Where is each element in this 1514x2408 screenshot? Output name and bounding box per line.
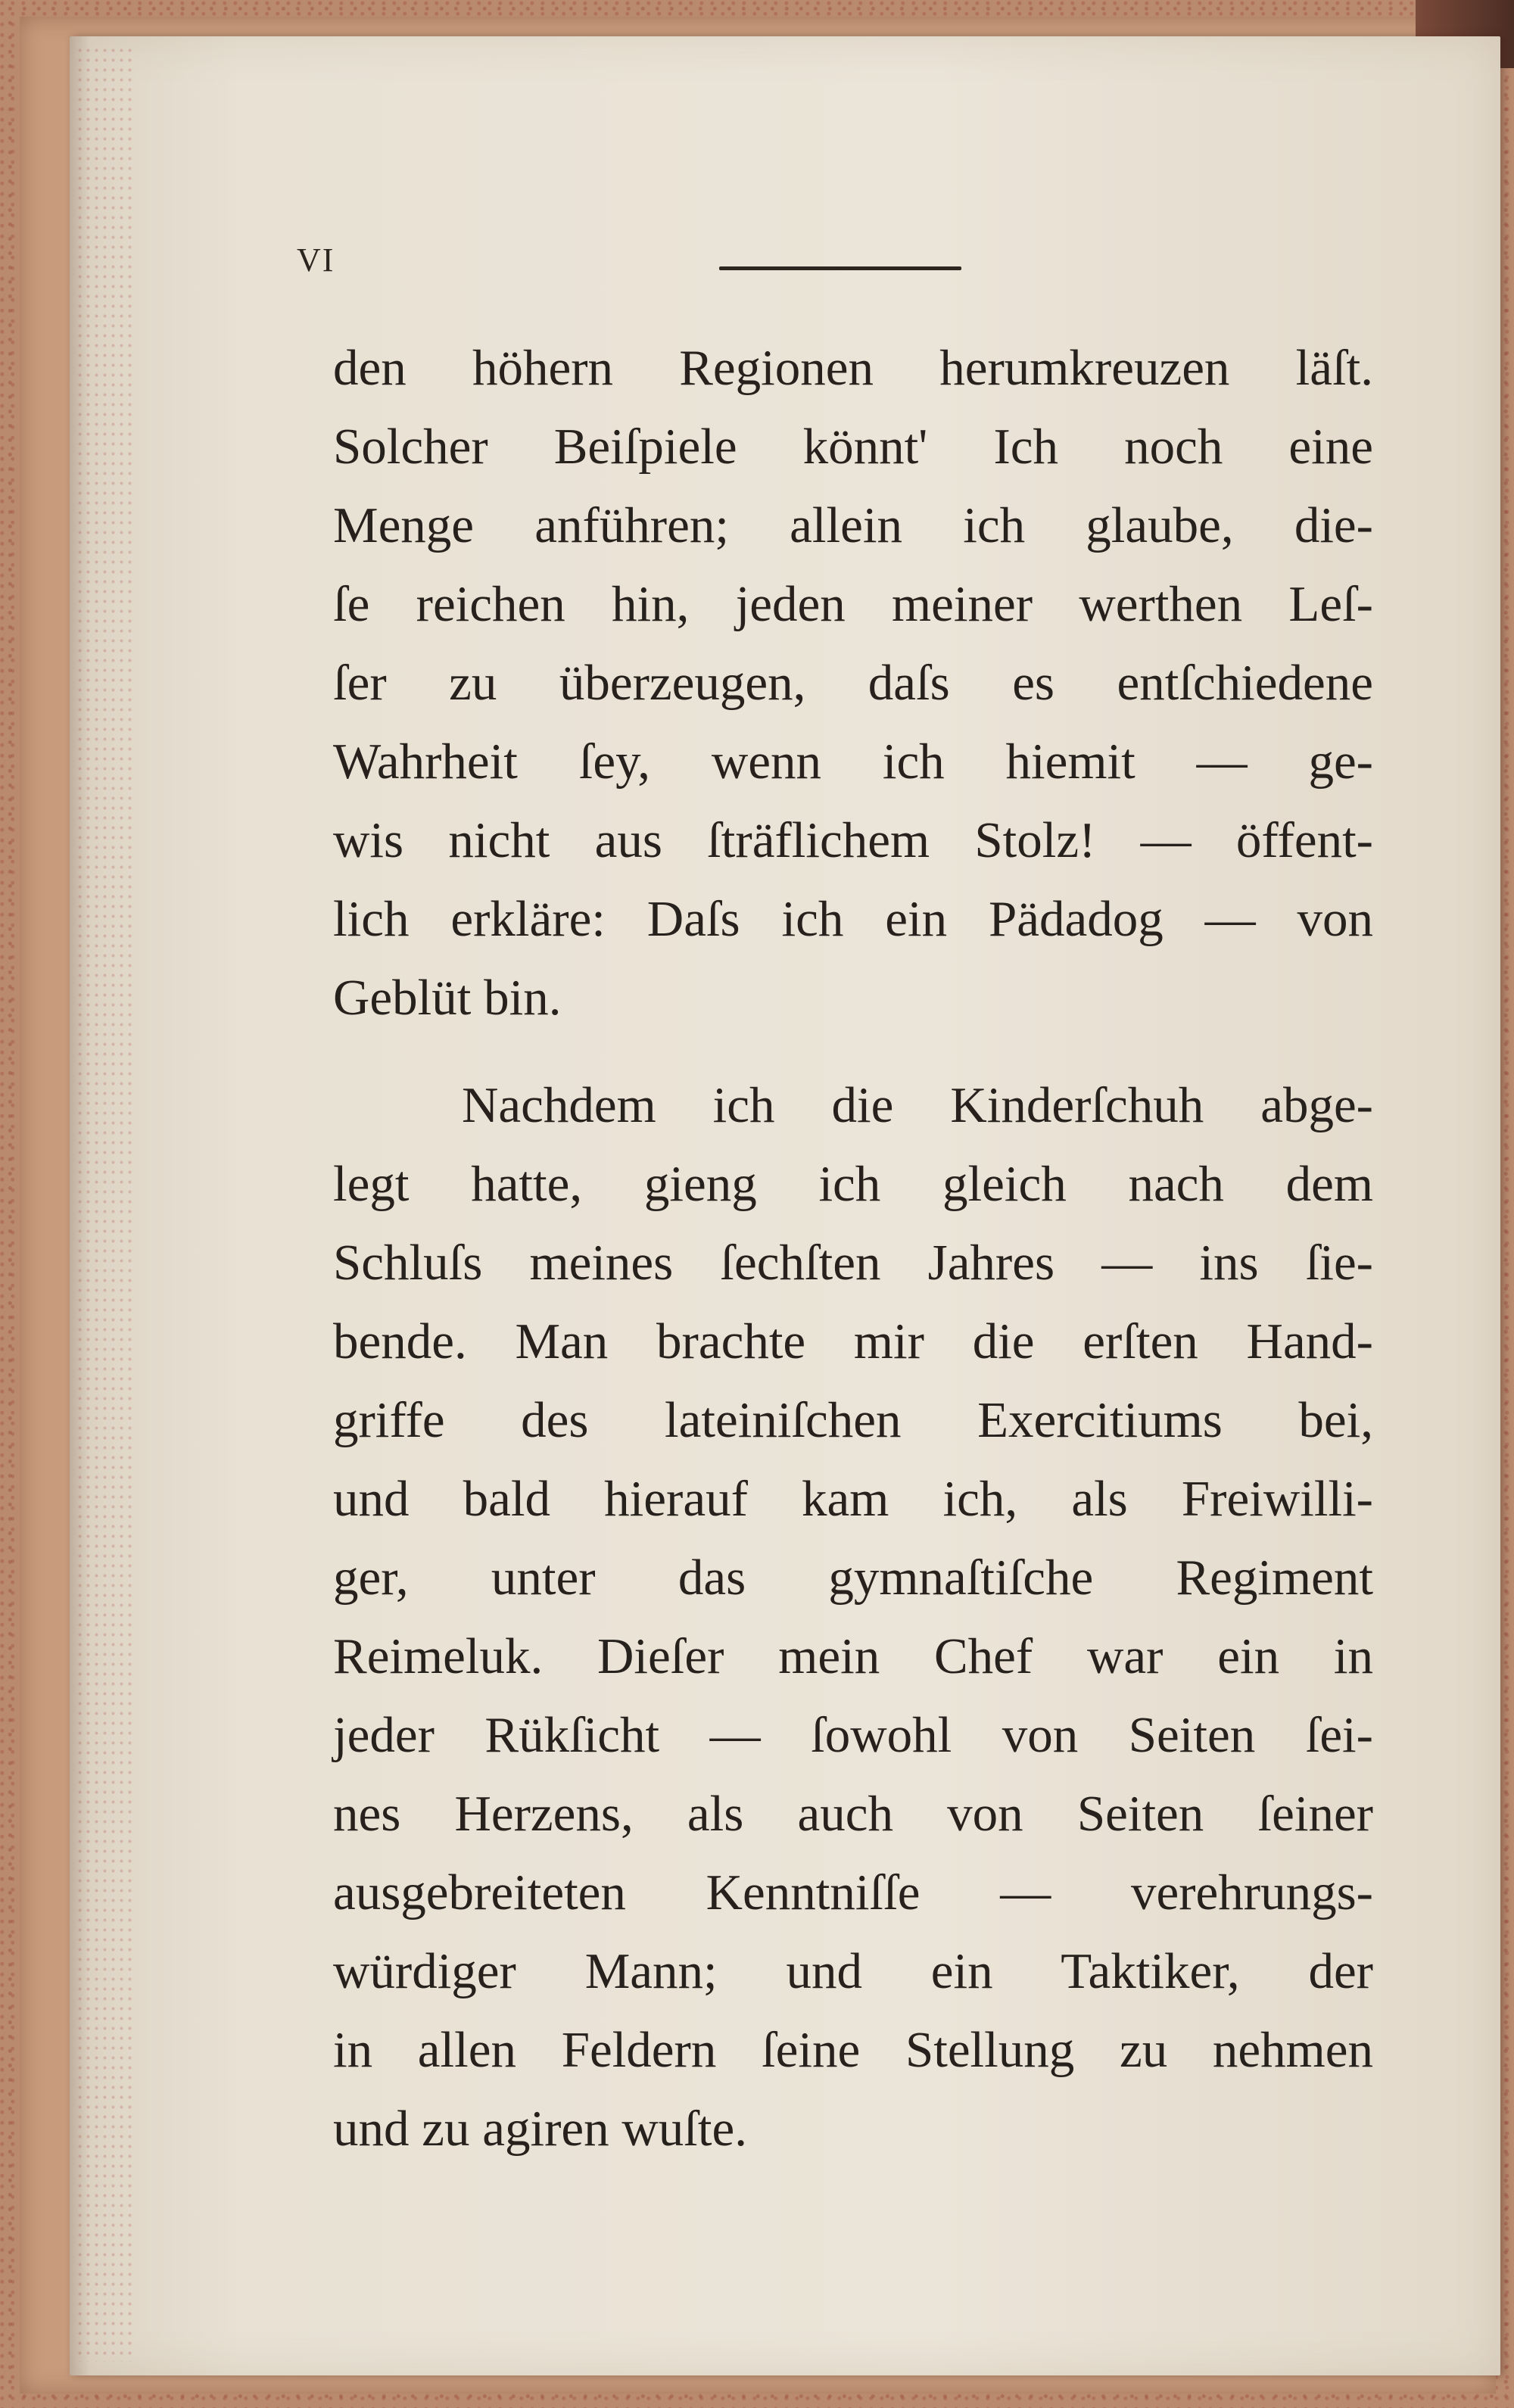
foxing-stains <box>76 45 136 2362</box>
text-line: lich erkläre: Daſs ich ein Pädadog — von <box>333 891 1373 947</box>
text-line: und bald hierauf kam ich, als Freiwilli- <box>333 1471 1373 1527</box>
text-line: ſe reichen hin, jeden meiner werthen Leſ- <box>333 576 1373 632</box>
text-line: Reimeluk. Dieſer mein Chef war ein in <box>333 1628 1373 1684</box>
text-line: Nachdem ich die Kinderſchuh abge- <box>462 1077 1373 1133</box>
body-text <box>333 329 1373 2168</box>
text-line: und zu agiren wuſte. <box>333 2101 747 2157</box>
text-line: Schluſs meines ſechſten Jahres — ins ſie- <box>333 1235 1373 1291</box>
paragraph <box>333 329 1373 1037</box>
text-line: ſer zu überzeugen, daſs es entſchiedene <box>333 655 1373 711</box>
text-line: würdiger Mann; und ein Taktiker, der <box>333 1943 1373 1999</box>
page-number: VI <box>297 241 335 279</box>
text-line: Solcher Beiſpiele könnt' Ich noch eine <box>333 419 1373 475</box>
text-line: ger, unter das gymnaſtiſche Regiment <box>333 1550 1373 1606</box>
paragraph-gap <box>333 1037 1373 1066</box>
header-rule <box>719 266 961 270</box>
text-line: bende. Man brachte mir die erſten Hand- <box>333 1313 1373 1369</box>
text-line: nes Herzens, als auch von Seiten ſeiner <box>333 1786 1373 1842</box>
text-line: wis nicht aus ſträflichem Stolz! — öffent- <box>333 812 1373 868</box>
text-line: Wahrheit ſey, wenn ich hiemit — ge- <box>333 734 1373 790</box>
text-line: Menge anführen; allein ich glaube, die- <box>333 497 1373 553</box>
text-line: ausgebreiteten Kenntniſſe — verehrungs- <box>333 1864 1373 1920</box>
text-line: jeder Rükſicht — ſowohl von Seiten ſei- <box>333 1707 1373 1763</box>
text-line: Geblüt bin. <box>333 970 562 1026</box>
text-line: den höhern Regionen herumkreuzen läſt. <box>333 340 1373 396</box>
text-line: griffe des lateiniſchen Exercitiums bei, <box>333 1392 1373 1448</box>
text-line: legt hatte, gieng ich gleich nach dem <box>333 1156 1373 1212</box>
text-line: in allen Feldern ſeine Stellung zu nehmen <box>333 2022 1373 2078</box>
paragraph <box>333 1066 1373 2168</box>
